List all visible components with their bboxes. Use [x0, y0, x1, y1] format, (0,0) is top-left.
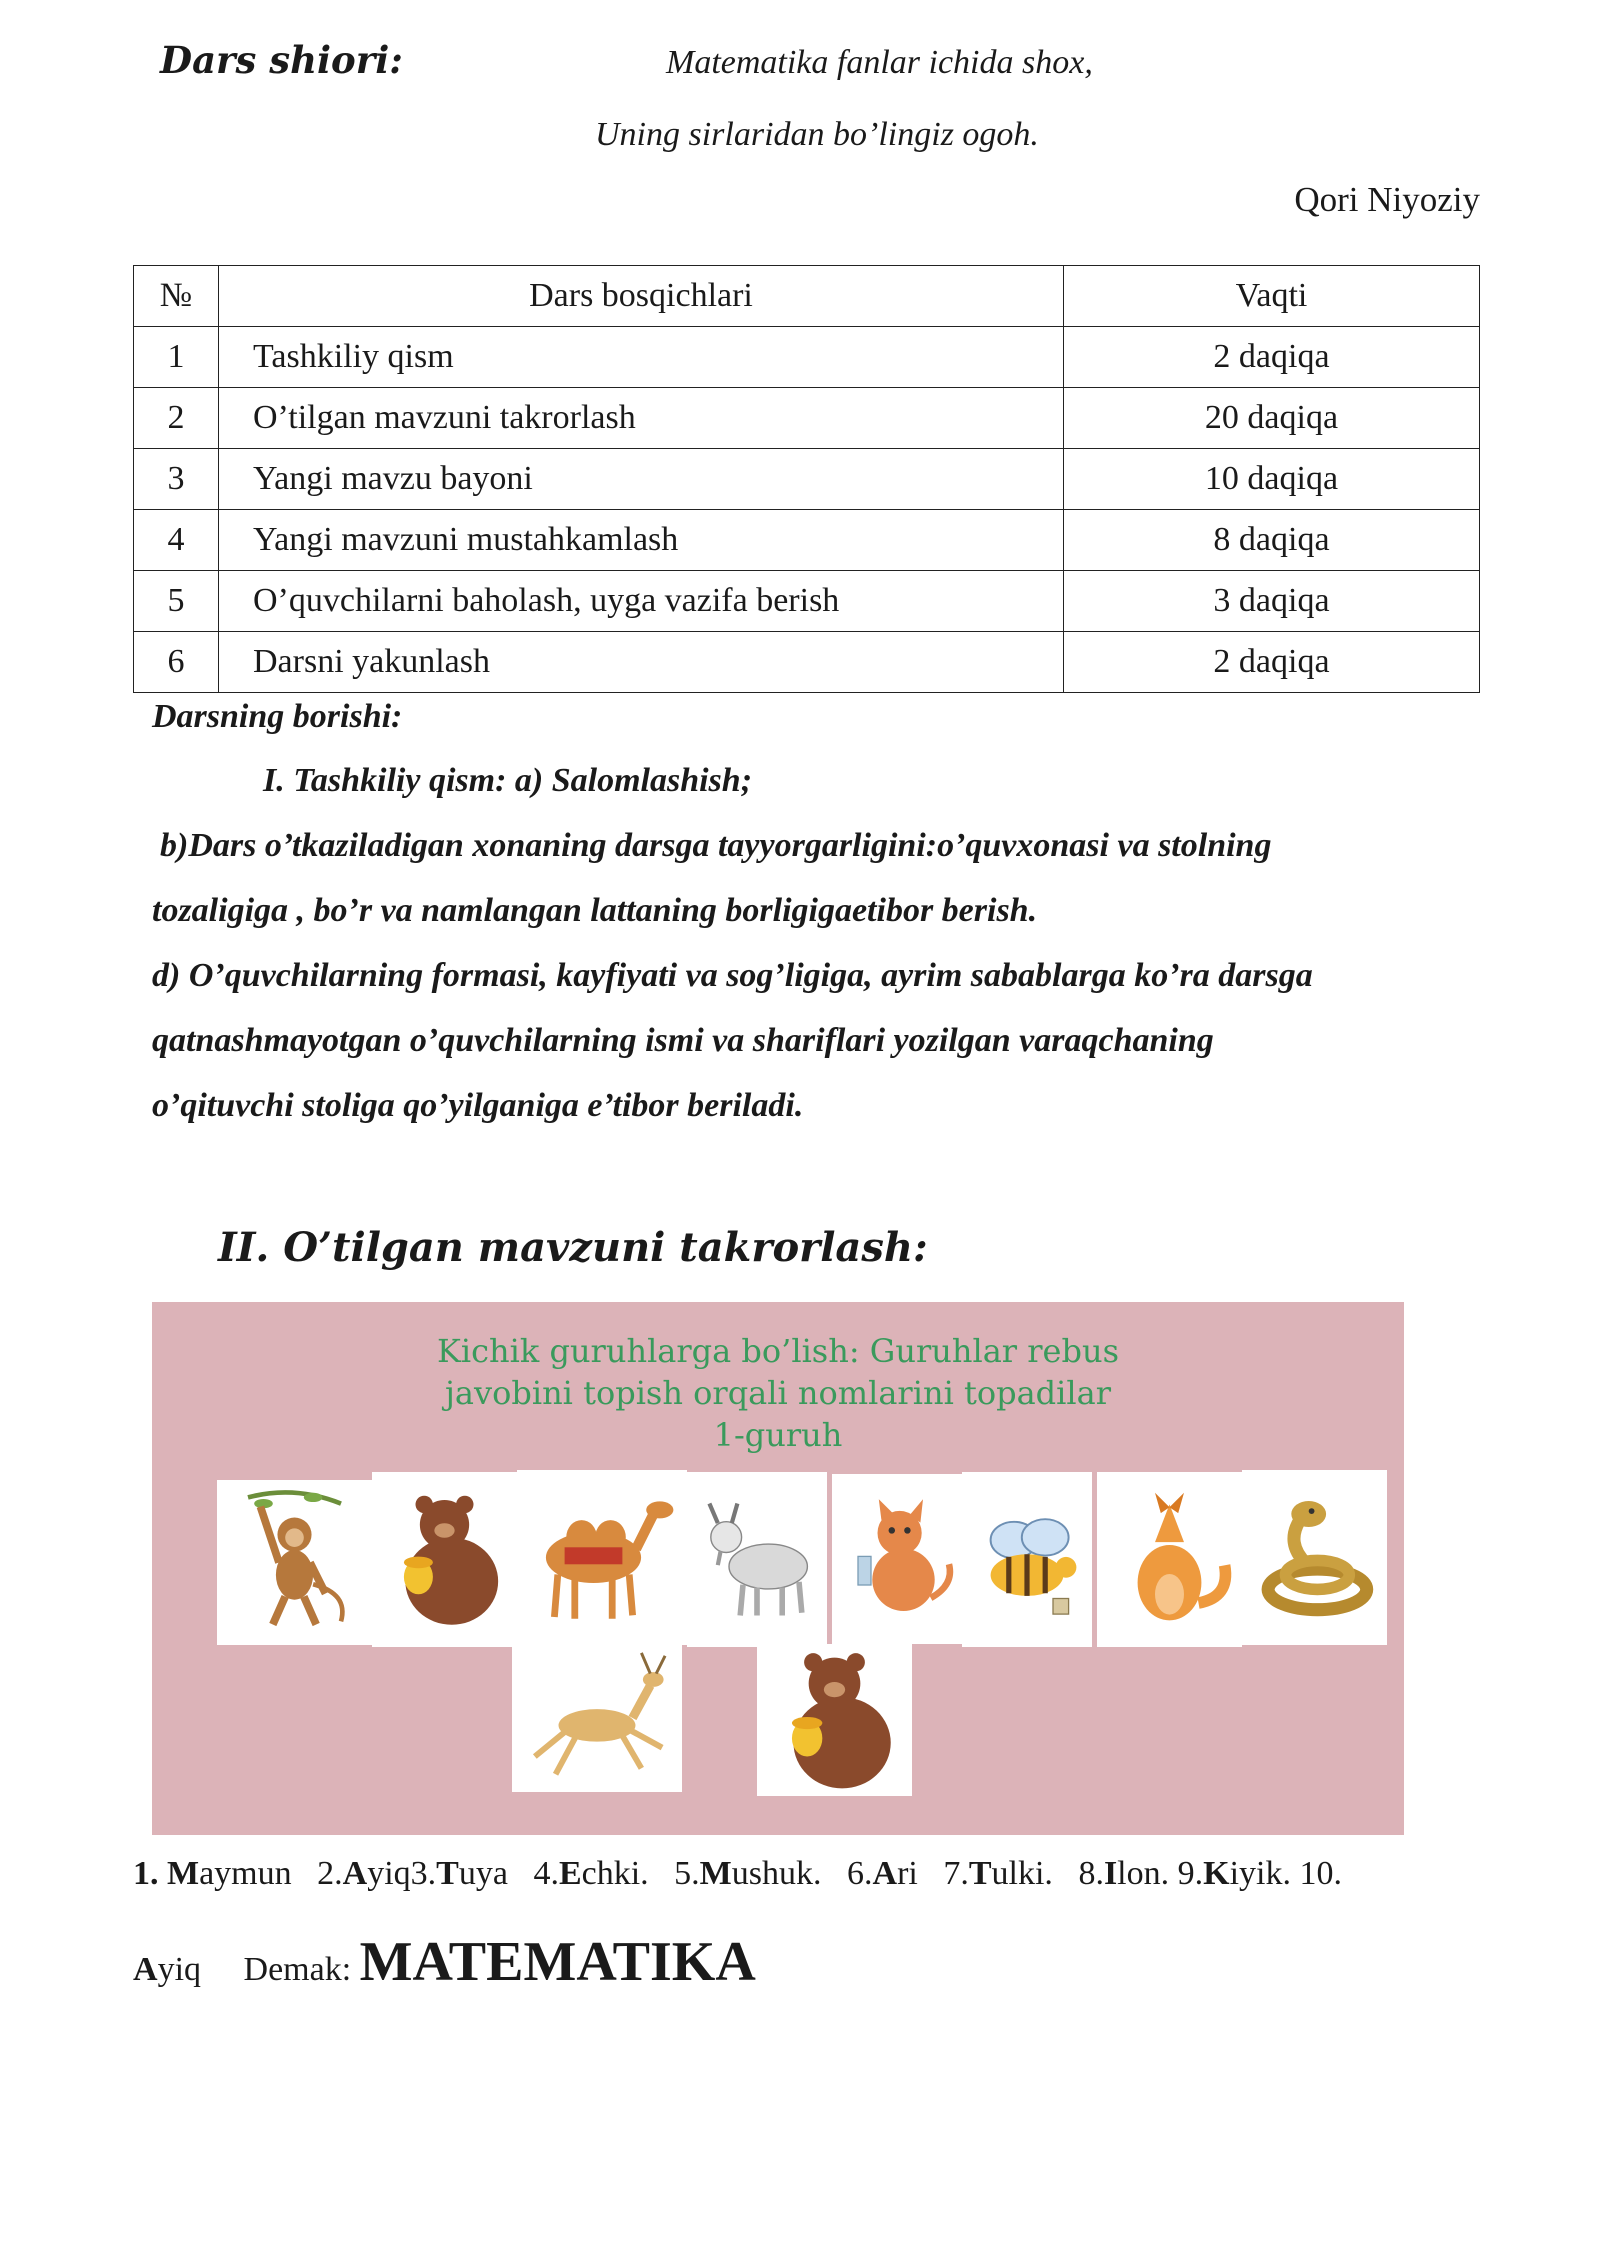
row-stage: O’tilgan mavzuni takrorlash [219, 388, 1064, 449]
snake-icon [1242, 1470, 1387, 1645]
conclusion-label: Demak: [243, 1951, 352, 1988]
bear-icon [372, 1472, 517, 1647]
goat-icon [687, 1472, 827, 1647]
paragraph-d-line-3: o’qituvchi stoliga qo’yilganiga e’tibor beriladi. [152, 1087, 804, 1124]
slide-caption-line-2: javobini topish orqali nomlarini topadilar [445, 1374, 1111, 1412]
progress-title: Darsning borishi: [152, 698, 403, 735]
epigraph-author: Qori Niyoziy [1294, 180, 1480, 219]
slide-caption [152, 1330, 1404, 1456]
section-1-heading: I. Tashkiliy qism: a) Salomlashish; [263, 762, 753, 799]
row-number: 5 [134, 571, 219, 632]
answer-number: 10. [1299, 1855, 1342, 1892]
answer-number: 9. [1177, 1855, 1204, 1892]
table-row [134, 327, 1480, 388]
epigraph-line-1: Matematika fanlar ichida shox, [666, 44, 1093, 81]
row-time: 2 daqiqa [1064, 632, 1480, 693]
answer-rest: iyik. [1229, 1855, 1291, 1892]
table-row [134, 632, 1480, 693]
row-number: 6 [134, 632, 219, 693]
row-stage: Yangi mavzu bayoni [219, 449, 1064, 510]
row-number: 3 [134, 449, 219, 510]
row-time: 10 daqiqa [1064, 449, 1480, 510]
answer-number: 2. [317, 1855, 343, 1892]
deer-icon [512, 1644, 682, 1792]
row-time: 8 daqiqa [1064, 510, 1480, 571]
answer-rest: uya [458, 1855, 508, 1892]
conclusion-line [133, 1930, 756, 1994]
answer-rest: ri [897, 1855, 918, 1892]
answer-rest: ushuk. [731, 1855, 822, 1892]
column-header-stages: Dars bosqichlari [219, 266, 1064, 327]
answer-rest: yiq [157, 1951, 202, 1988]
conclusion-word: MATEMATIKA [359, 1931, 756, 1993]
answer-letter: E [558, 1855, 582, 1892]
paragraph-b-line-1: b)Dars o’tkaziladigan xonaning darsga tayyorgarligini:o’quvxonasi va stolning [160, 827, 1272, 864]
answer-number: 3. [410, 1855, 437, 1892]
row-number: 2 [134, 388, 219, 449]
answer-number: 7. [943, 1855, 969, 1892]
bee-icon [962, 1472, 1092, 1647]
answer-letter: M [699, 1855, 732, 1892]
paragraph-b-line-2: tozaligiga , bo’r va namlangan lattaning borligigaetibor berish. [152, 892, 1038, 929]
table-row [134, 510, 1480, 571]
answer-rest: ulki. [991, 1855, 1053, 1892]
table-row [134, 449, 1480, 510]
table-row [134, 388, 1480, 449]
answer-letter: M [167, 1855, 200, 1892]
answer-letter: A [342, 1855, 368, 1892]
row-stage: Tashkiliy qism [219, 327, 1064, 388]
slide-caption-line-1: Kichik guruhlarga bo’lish: Guruhlar rebus [436, 1332, 1119, 1370]
rebus-slide-image [152, 1302, 1404, 1835]
monkey-icon [217, 1480, 372, 1645]
row-stage: Darsni yakunlash [219, 632, 1064, 693]
answer-letter: T [968, 1855, 992, 1892]
answer-rest: aymun [199, 1855, 292, 1892]
column-header-time: Vaqti [1064, 266, 1480, 327]
lesson-plan-table [133, 265, 1480, 693]
rebus-answers-line [133, 1855, 1342, 1893]
paragraph-d-line-1: d) O’quvchilarning formasi, kayfiyati va sog’ligiga, ayrim sabablarga ko’ra darsga [152, 957, 1313, 994]
fox-icon [1097, 1472, 1242, 1647]
answer-rest: chki. [581, 1855, 649, 1892]
epigraph-line-2: Uning sirlaridan bo’lingiz ogoh. [595, 116, 1039, 153]
slide-caption-line-3: 1-guruh [713, 1416, 843, 1454]
column-header-number: № [134, 266, 219, 327]
answer-number: 8. [1078, 1855, 1104, 1892]
answer-letter: A [133, 1951, 158, 1988]
paragraph-d-line-2: qatnashmayotgan o’quvchilarning ismi va shariflari yozilgan varaqchaning [152, 1022, 1214, 1059]
answer-number: 1. [133, 1855, 159, 1892]
answer-letter: T [436, 1855, 459, 1892]
row-stage: Yangi mavzuni mustahkamlash [219, 510, 1064, 571]
row-stage: O’quvchilarni baholash, uyga vazifa berish [219, 571, 1064, 632]
row-time: 2 daqiqa [1064, 327, 1480, 388]
answer-letter: A [872, 1855, 898, 1892]
motto-label: Dars shiori: [160, 38, 403, 82]
section-2-heading: II. O’tilgan mavzuni takrorlash: [218, 1224, 928, 1271]
camel-icon [517, 1470, 687, 1645]
answer-letter: K [1203, 1855, 1230, 1892]
row-number: 4 [134, 510, 219, 571]
bear-icon [757, 1644, 912, 1796]
answer-number: 6. [847, 1855, 873, 1892]
answer-rest: lon. [1117, 1855, 1170, 1892]
row-time: 3 daqiqa [1064, 571, 1480, 632]
answer-rest: yiq [367, 1855, 411, 1892]
cat-icon [832, 1474, 962, 1644]
row-time: 20 daqiqa [1064, 388, 1480, 449]
table-row [134, 571, 1480, 632]
answer-number: 5. [674, 1855, 700, 1892]
answer-number: 4. [533, 1855, 559, 1892]
row-number: 1 [134, 327, 219, 388]
table-header-row [134, 266, 1480, 327]
answer-letter: I [1103, 1855, 1118, 1892]
